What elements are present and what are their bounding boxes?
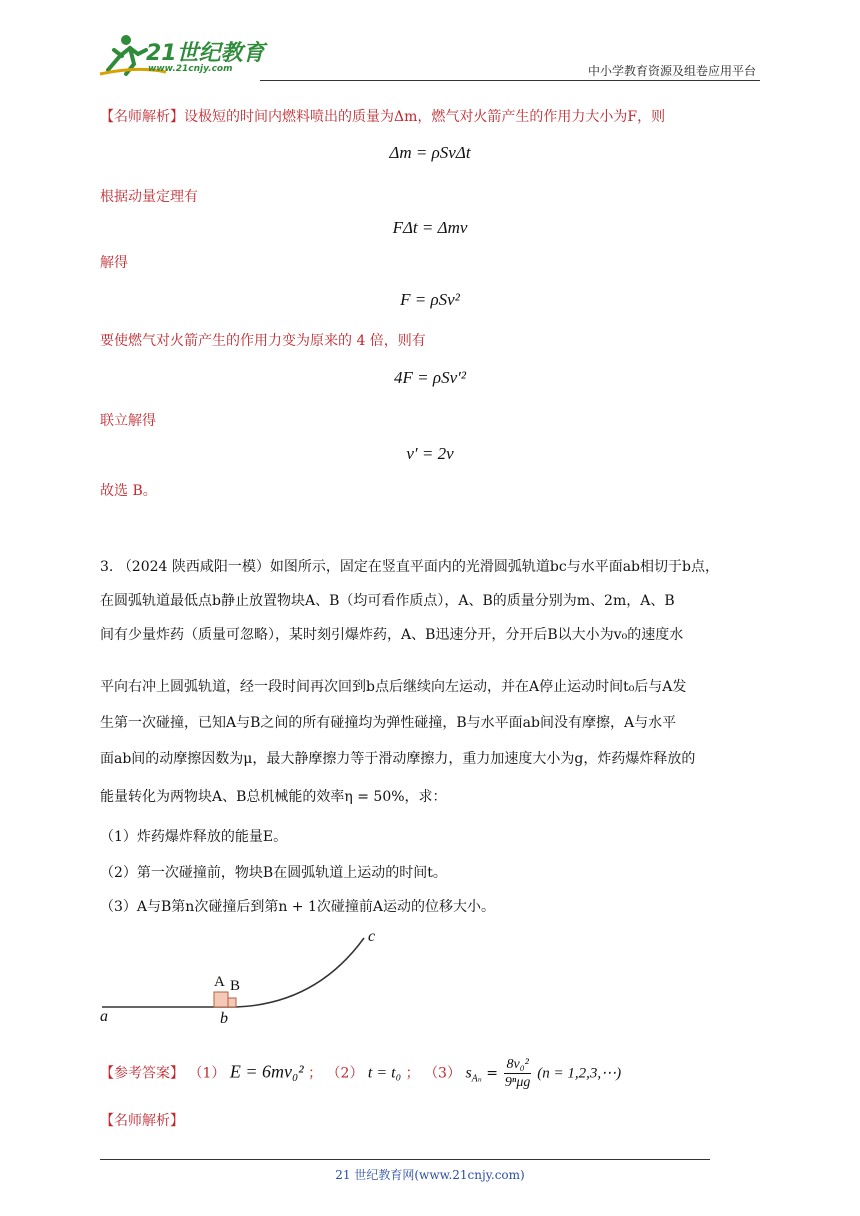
- header-divider: [260, 80, 760, 81]
- equation-1: Δm = ρSvΔt: [389, 143, 471, 162]
- solution1-step3: 要使燃气对火箭产生的作用力变为原来的 4 倍，则有: [100, 333, 426, 349]
- problem3-number: 3.: [100, 559, 114, 575]
- answer-3-lhs: s: [465, 1064, 472, 1082]
- equation-5: v′ = 2v: [406, 444, 454, 463]
- problem3-line6: 面ab间的动摩擦因数为μ，最大静摩擦力等于滑动摩擦力，重力加速度大小为g，炸药爆炸释放的: [100, 751, 696, 767]
- answer-sep-1: ；: [308, 1065, 323, 1082]
- header-right-title: 中小学教育资源及组卷应用平台: [587, 64, 756, 78]
- problem3-line5: 生第一次碰撞，已知A与B之间的所有碰撞均为弹性碰撞，B与水平面ab间没有摩擦，A与水平: [100, 715, 677, 731]
- problem3-line7: 能量转化为两物块A、B总机械能的效率η = 50%，求：: [100, 789, 447, 805]
- solution1-step2: 解得: [100, 255, 128, 271]
- label-b: b: [220, 1010, 228, 1027]
- fraction-numerator: 8v₀²: [506, 1057, 529, 1072]
- solution1-step1: 根据动量定理有: [100, 189, 198, 205]
- block-a-shape: [214, 992, 228, 1007]
- answer-3-sub: Aₙ: [471, 1073, 482, 1085]
- problem3-line2: 在圆弧轨道最低点b静止放置物块A、B（均可看作质点），A、B的质量分别为m、2m，A、B: [100, 593, 675, 609]
- solution1-label: 【名师解析】: [100, 109, 184, 125]
- equation-2: FΔt = Δmv: [392, 218, 468, 237]
- answer-3-fraction: [504, 1056, 530, 1091]
- problem3-source: （2024 陕西咸阳一模）: [117, 559, 270, 575]
- block-a-label: A: [214, 974, 225, 990]
- label-c: c: [368, 928, 376, 945]
- solution1-step4: 联立解得: [100, 413, 156, 429]
- question-1: （1）炸药爆炸释放的能量E。: [100, 829, 288, 845]
- answer-2-num: （2）: [326, 1065, 364, 1082]
- equation-3: F = ρSv²: [400, 290, 460, 309]
- block-b-shape: [228, 998, 236, 1007]
- track-figure: [96, 924, 416, 1034]
- solution1-conclusion: 故选 B。: [100, 483, 157, 499]
- answer-3-condition: (n = 1,2,3,⋯): [537, 1065, 622, 1082]
- answer-line: [100, 1056, 621, 1096]
- label-a: a: [100, 1008, 108, 1025]
- answer-1-num: （1）: [188, 1065, 226, 1082]
- logo-text: 21世纪教育: [146, 41, 265, 66]
- logo-url: www.21cnjy.com: [148, 64, 233, 74]
- answer-2: t = t₀: [367, 1064, 402, 1082]
- answer-label: 【参考答案】: [100, 1065, 184, 1082]
- problem3-line3: 间有少量炸药（质量可忽略），某时刻引爆炸药，A、B迅速分开，分开后B以大小为v₀的速度水: [100, 627, 684, 643]
- fraction-denominator: 9ⁿμg: [504, 1075, 531, 1090]
- footer-divider: [100, 1159, 710, 1160]
- footer-text: 21 世纪教育网(www.21cnjy.com): [335, 1168, 525, 1182]
- answer-sep-2: ；: [405, 1065, 420, 1082]
- question-3: （3）A与B第n次碰撞后到第n + 1次碰撞前A运动的位移大小。: [100, 899, 495, 915]
- solution1-intro-text: 设极短的时间内燃料喷出的质量为Δm，燃气对火箭产生的作用力大小为F，则: [184, 109, 666, 125]
- block-b-label: B: [230, 978, 241, 994]
- solution1-intro: [100, 106, 665, 126]
- header-logo: [96, 30, 266, 78]
- solution2-label: 【名师解析】: [100, 1113, 184, 1129]
- equation-4: 4F = ρSv′²: [394, 368, 466, 387]
- problem3-text-1: 如图所示，固定在竖直平面内的光滑圆弧轨道bc与水平面ab相切于b点，: [269, 559, 719, 575]
- question-2: （2）第一次碰撞前，物块B在圆弧轨道上运动的时间t。: [100, 865, 447, 881]
- problem3-line1: [100, 556, 719, 576]
- problem3-line4: 平向右冲上圆弧轨道，经一段时间再次回到b点后继续向左运动，并在A停止运动时间t₀后与A发: [100, 679, 687, 695]
- answer-3-num: （3）: [424, 1065, 461, 1082]
- answer-3-equals: =: [486, 1065, 499, 1082]
- answer-1: E = 6mv₀²: [229, 1061, 304, 1082]
